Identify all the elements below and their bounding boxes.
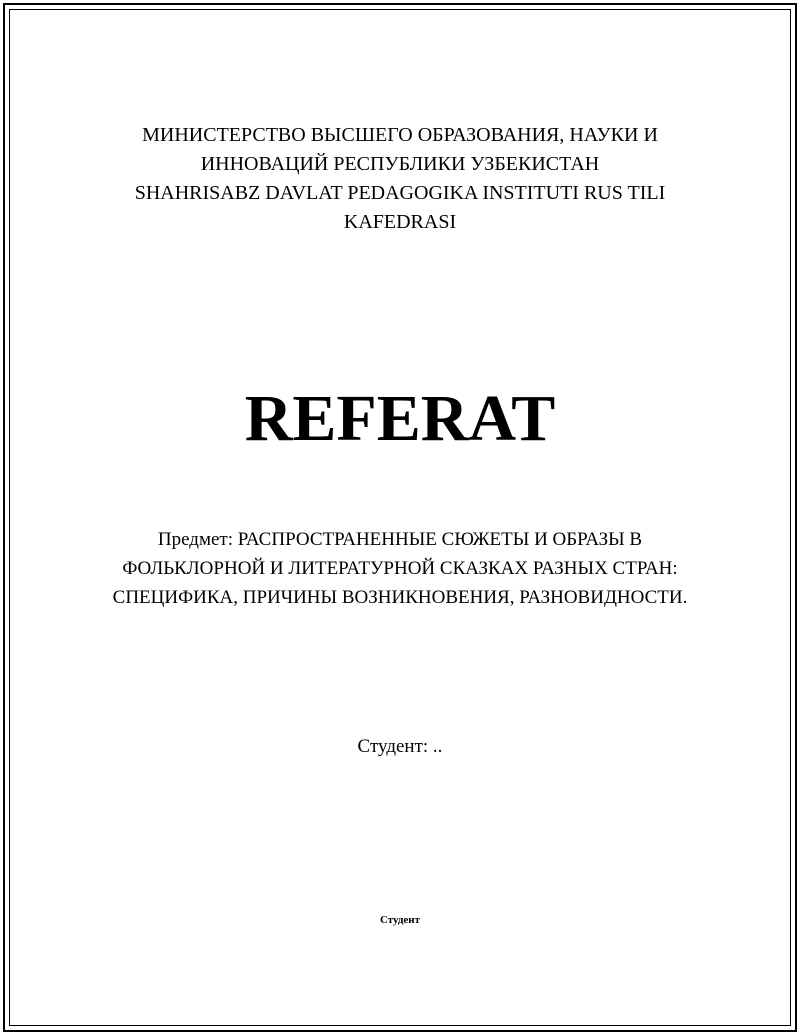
document-title: REFERAT [244, 382, 556, 455]
subject-line-3: СПЕЦИФИКА, ПРИЧИНЫ ВОЗНИКНОВЕНИЯ, РАЗНОВИДНОСТИ. [112, 587, 688, 608]
student-footer-label: Студент [379, 914, 421, 926]
header-line-2: ИННОВАЦИЙ РЕСПУБЛИКИ УЗБЕКИСТАН [200, 153, 600, 175]
header-line-4: KAFEDRASI [343, 211, 457, 233]
subject-line-2: ФОЛЬКЛОРНОЙ И ЛИТЕРАТУРНОЙ СКАЗКАХ РАЗНЫХ СТРАН: [122, 558, 678, 579]
subject-line-1: Предмет: РАСПРОСТРАНЕННЫЕ СЮЖЕТЫ И ОБРАЗЫ В [157, 529, 643, 550]
institution-header [60, 121, 740, 237]
header-line-3: SHAHRISABZ DAVLAT PEDAGOGIKA INSTITUTI RUS TILI [134, 182, 666, 204]
student-field: Студент: .. [357, 736, 443, 757]
header-line-1: МИНИСТЕРСТВО ВЫСШЕГО ОБРАЗОВАНИЯ, НАУКИ И [142, 124, 658, 146]
subject-block [60, 525, 740, 612]
